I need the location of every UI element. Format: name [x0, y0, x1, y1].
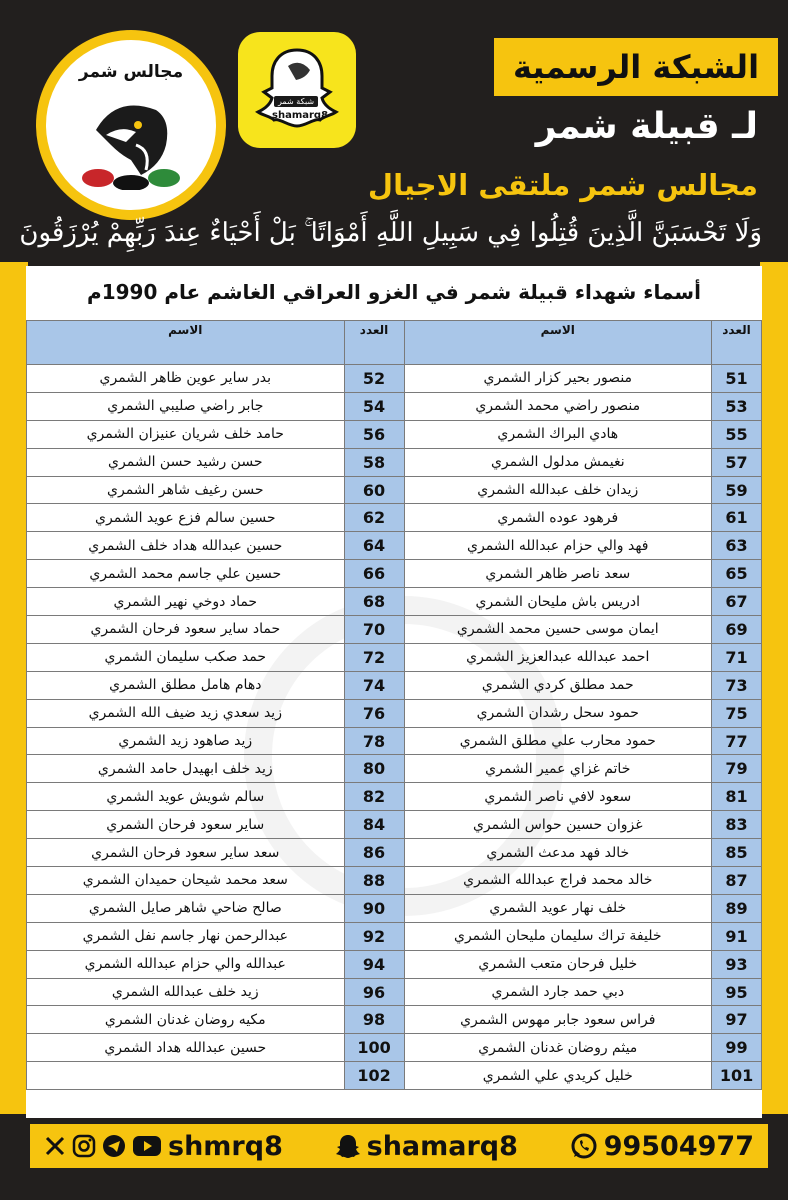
social-handle[interactable]: shmrq8 [168, 1130, 283, 1162]
social-group [44, 1131, 283, 1162]
number-cell: 79 [712, 755, 762, 783]
number-cell: 70 [344, 616, 404, 644]
left-yellow-bar [0, 262, 28, 1114]
martyrs-table [26, 320, 762, 1090]
name-cell: خلف نهار عويد الشمري [404, 894, 712, 922]
snap-handle: shamarq8 [272, 110, 329, 121]
logo-text: مجالس شمر [78, 62, 184, 82]
table-row [27, 978, 762, 1006]
table-row [27, 392, 762, 420]
name-cell [27, 1062, 345, 1090]
name-cell: خالد فهد مدعث الشمري [404, 839, 712, 867]
number-cell: 52 [344, 365, 404, 393]
name-cell: زيد خلف عبدالله الشمري [27, 978, 345, 1006]
name-cell: سعد محمد شيحان حميدان الشمري [27, 867, 345, 895]
number-cell: 69 [712, 616, 762, 644]
table-row [27, 504, 762, 532]
snapchat-icon[interactable] [335, 1133, 361, 1159]
name-cell: خليل كريدي علي الشمري [404, 1062, 712, 1090]
tribe-line: لـ قبيلة شمر [535, 106, 758, 147]
col-number-1: العدد [712, 321, 762, 365]
table-row [27, 839, 762, 867]
x-icon[interactable] [44, 1135, 66, 1157]
table-row [27, 1062, 762, 1090]
name-cell: حسن رشيد حسن الشمري [27, 448, 345, 476]
whatsapp-icon[interactable] [570, 1132, 598, 1160]
name-cell: فراس سعود جابر مهوس الشمري [404, 1006, 712, 1034]
tribe-logo [36, 30, 226, 220]
number-cell: 88 [344, 867, 404, 895]
name-cell: دهام هامل مطلق الشمري [27, 671, 345, 699]
name-cell: خليل فرحان متعب الشمري [404, 950, 712, 978]
name-cell: ساير سعود فرحان الشمري [27, 811, 345, 839]
name-cell: حسن رغيف شاهر الشمري [27, 476, 345, 504]
name-cell: خاتم غزاي عمير الشمري [404, 755, 712, 783]
number-cell: 76 [344, 699, 404, 727]
name-cell: حمد مطلق كردي الشمري [404, 671, 712, 699]
whatsapp-group [570, 1131, 754, 1162]
col-name-1: الاسم [404, 321, 712, 365]
snap-badge: شبكة شمر [274, 96, 318, 107]
number-cell: 86 [344, 839, 404, 867]
name-cell: خالد محمد فراج عبدالله الشمري [404, 867, 712, 895]
number-cell: 55 [712, 420, 762, 448]
snapcode-inner [250, 44, 344, 136]
falcon-icon [76, 90, 186, 190]
number-cell: 83 [712, 811, 762, 839]
name-cell: صالح ضاحي شاهر صايل الشمري [27, 894, 345, 922]
name-cell: حماد دوخي نهير الشمري [27, 588, 345, 616]
table-row [27, 560, 762, 588]
number-cell: 54 [344, 392, 404, 420]
name-cell: حسين عبدالله هداد خلف الشمري [27, 532, 345, 560]
name-cell: فرهود عوده الشمري [404, 504, 712, 532]
col-number-2: العدد [344, 321, 404, 365]
whatsapp-number[interactable]: 99504977 [603, 1130, 754, 1162]
number-cell: 61 [712, 504, 762, 532]
name-cell: سعد ناصر ظاهر الشمري [404, 560, 712, 588]
name-cell: احمد عبدالله عبدالعزيز الشمري [404, 643, 712, 671]
snap-group [335, 1131, 518, 1162]
number-cell: 93 [712, 950, 762, 978]
quran-verse: وَلَا تَحْسَبَنَّ الَّذِينَ قُتِلُوا فِي سَبِيلِ اللَّهِ أَمْوَاتًا ۚ بَلْ أَحْيَاءٌ عِندَ رَبِّهِمْ يُرْزَقُونَ [19, 218, 762, 248]
number-cell: 56 [344, 420, 404, 448]
table-row [27, 894, 762, 922]
number-cell: 73 [712, 671, 762, 699]
name-cell: عبدالرحمن نهار جاسم نفل الشمري [27, 922, 345, 950]
number-cell: 71 [712, 643, 762, 671]
number-cell: 66 [344, 560, 404, 588]
name-cell: خليفة تراك سليمان مليحان الشمري [404, 922, 712, 950]
name-cell: حمد صكب سليمان الشمري [27, 643, 345, 671]
number-cell: 53 [712, 392, 762, 420]
number-cell: 65 [712, 560, 762, 588]
number-cell: 87 [712, 867, 762, 895]
number-cell: 75 [712, 699, 762, 727]
telegram-icon[interactable] [102, 1134, 126, 1158]
name-cell: سعد ساير سعود فرحان الشمري [27, 839, 345, 867]
footer-bar [30, 1124, 768, 1168]
name-cell: نغيمش مدلول الشمري [404, 448, 712, 476]
name-cell: زيد سعدي زيد ضيف الله الشمري [27, 699, 345, 727]
snapcode[interactable] [238, 32, 356, 148]
name-cell: ميثم روضان غدنان الشمري [404, 1034, 712, 1062]
table-row [27, 588, 762, 616]
name-cell: حمود محارب علي مطلق الشمري [404, 727, 712, 755]
table-row [27, 476, 762, 504]
table-row [27, 616, 762, 644]
name-cell: زيد خلف ابهيدل حامد الشمري [27, 755, 345, 783]
name-cell: منصور راضي محمد الشمري [404, 392, 712, 420]
table-row [27, 922, 762, 950]
number-cell: 63 [712, 532, 762, 560]
name-cell: ايمان موسى حسين محمد الشمري [404, 616, 712, 644]
col-name-2: الاسم [27, 321, 345, 365]
number-cell: 97 [712, 1006, 762, 1034]
number-cell: 100 [344, 1034, 404, 1062]
name-cell: هادي البراك الشمري [404, 420, 712, 448]
number-cell: 99 [712, 1034, 762, 1062]
right-yellow-bar [760, 262, 788, 1114]
table-row [27, 755, 762, 783]
logo-inner [46, 40, 216, 210]
instagram-icon[interactable] [72, 1134, 96, 1158]
table-header-row [27, 321, 762, 365]
table-row [27, 448, 762, 476]
name-cell: زيد صاهود زيد الشمري [27, 727, 345, 755]
number-cell: 90 [344, 894, 404, 922]
name-cell: سالم شويش عويد الشمري [27, 783, 345, 811]
number-cell: 57 [712, 448, 762, 476]
number-cell: 84 [344, 811, 404, 839]
table-row [27, 867, 762, 895]
table-title: أسماء شهداء قبيلة شمر في الغزو العراقي الغاشم عام 1990م [87, 280, 701, 304]
snap-handle-footer[interactable]: shamarq8 [366, 1130, 518, 1162]
name-cell: سعود لافي ناصر الشمري [404, 783, 712, 811]
table-row [27, 532, 762, 560]
name-cell: حسين سالم فزع عويد الشمري [27, 504, 345, 532]
number-cell: 95 [712, 978, 762, 1006]
name-cell: بدر ساير عوين ظاهر الشمري [27, 365, 345, 393]
name-cell: ادريس باش مليحان الشمري [404, 588, 712, 616]
name-cell: زيدان خلف عبدالله الشمري [404, 476, 712, 504]
table-row [27, 727, 762, 755]
number-cell: 94 [344, 950, 404, 978]
number-cell: 102 [344, 1062, 404, 1090]
number-cell: 67 [712, 588, 762, 616]
number-cell: 72 [344, 643, 404, 671]
table-row [27, 671, 762, 699]
number-cell: 81 [712, 783, 762, 811]
table-row [27, 365, 762, 393]
table-row [27, 811, 762, 839]
name-cell: عبدالله والي حزام عبدالله الشمري [27, 950, 345, 978]
number-cell: 80 [344, 755, 404, 783]
number-cell: 78 [344, 727, 404, 755]
number-cell: 92 [344, 922, 404, 950]
name-cell: منصور بحير كزار الشمري [404, 365, 712, 393]
number-cell: 58 [344, 448, 404, 476]
name-cell: فهد والي حزام عبدالله الشمري [404, 532, 712, 560]
number-cell: 68 [344, 588, 404, 616]
table-body [27, 365, 762, 1090]
youtube-icon[interactable] [132, 1135, 162, 1157]
number-cell: 77 [712, 727, 762, 755]
name-cell: حمود سحل رشدان الشمري [404, 699, 712, 727]
number-cell: 96 [344, 978, 404, 1006]
table-row [27, 783, 762, 811]
majalis-line: مجالس شمر ملتقى الاجيال [367, 168, 758, 202]
number-cell: 51 [712, 365, 762, 393]
name-cell: حسين علي جاسم محمد الشمري [27, 560, 345, 588]
name-cell: مكيه روضان غدنان الشمري [27, 1006, 345, 1034]
number-cell: 74 [344, 671, 404, 699]
name-cell: دبي حمد جارد الشمري [404, 978, 712, 1006]
banner-title: الشبكة الرسمية [494, 38, 778, 96]
table-row [27, 1034, 762, 1062]
number-cell: 89 [712, 894, 762, 922]
table-row [27, 699, 762, 727]
table-row [27, 950, 762, 978]
number-cell: 101 [712, 1062, 762, 1090]
table-row [27, 643, 762, 671]
name-cell: حسين عبدالله هداد الشمري [27, 1034, 345, 1062]
name-cell: جابر راضي صليبي الشمري [27, 392, 345, 420]
name-cell: حماد ساير سعود فرحان الشمري [27, 616, 345, 644]
martyrs-card [26, 266, 762, 1118]
number-cell: 60 [344, 476, 404, 504]
table-row [27, 1006, 762, 1034]
number-cell: 59 [712, 476, 762, 504]
number-cell: 91 [712, 922, 762, 950]
number-cell: 62 [344, 504, 404, 532]
number-cell: 82 [344, 783, 404, 811]
name-cell: غزوان حسين حواس الشمري [404, 811, 712, 839]
snapchat-ghost-icon [250, 44, 344, 136]
number-cell: 64 [344, 532, 404, 560]
number-cell: 98 [344, 1006, 404, 1034]
table-row [27, 420, 762, 448]
name-cell: حامد خلف شريان عنيزان الشمري [27, 420, 345, 448]
number-cell: 85 [712, 839, 762, 867]
